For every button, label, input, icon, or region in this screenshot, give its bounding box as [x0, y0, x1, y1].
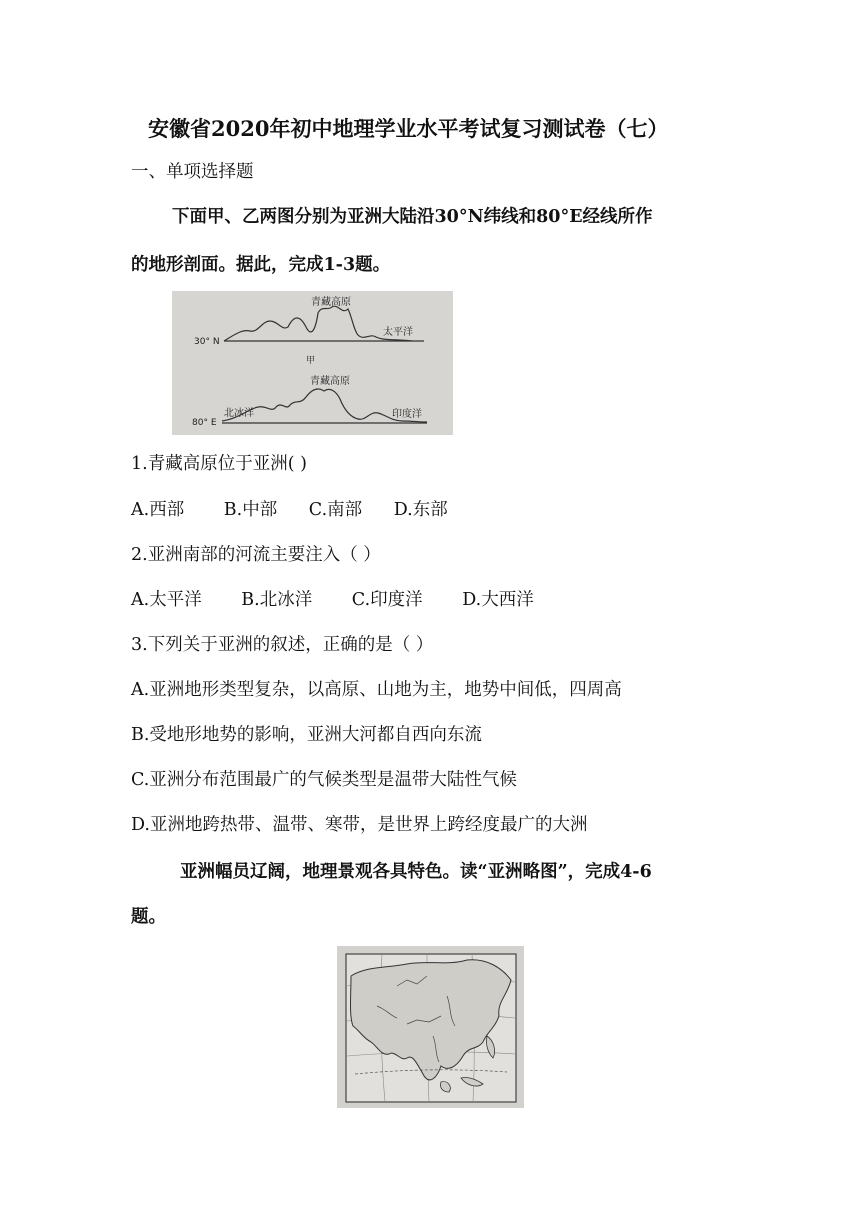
question-3-option-a: A.亚洲地形类型复杂，以高原、山地为主，地势中间低，四周高	[131, 680, 622, 700]
intro2-line-2: 题。	[131, 907, 166, 927]
question-1-options	[131, 498, 448, 522]
option-d: D.大西洋	[462, 590, 534, 610]
profile-bottom-label: 青藏高原	[310, 376, 350, 387]
intro-line-1: 下面甲、乙两图分别为亚洲大陆沿30°N纬线和80°E经线所作	[172, 207, 653, 227]
question-1-stem: 1.青藏高原位于亚洲( )	[131, 454, 307, 474]
asia-map-drawing	[337, 946, 524, 1108]
terrain-profile-figure	[172, 291, 453, 435]
profile-bottom-left-ocean: 北冰洋	[224, 408, 254, 419]
question-3-stem: 3.下列关于亚洲的叙述，正确的是（ ）	[131, 635, 434, 655]
terrain-profile-drawing	[172, 291, 453, 435]
option-b: B.北冰洋	[241, 590, 313, 610]
option-a: A.太平洋	[131, 590, 202, 610]
asia-map-figure	[337, 946, 524, 1108]
option-b: B.中部	[223, 500, 278, 520]
option-c: C.印度洋	[351, 590, 423, 610]
option-c: C.南部	[308, 500, 363, 520]
question-2-stem: 2.亚洲南部的河流主要注入（ ）	[131, 545, 381, 565]
option-d: D.东部	[393, 500, 448, 520]
question-3-option-c: C.亚洲分布范围最广的气候类型是温带大陆性气候	[131, 770, 517, 790]
profile-top-ocean: 太平洋	[383, 327, 413, 338]
section-heading: 一、单项选择题	[131, 162, 254, 182]
question-3-option-d: D.亚洲地跨热带、温带、寒带，是世界上跨经度最广的大洲	[131, 815, 588, 835]
intro-line-2: 的地形剖面。据此，完成1-3题。	[131, 255, 391, 275]
page-title: 安徽省2020年初中地理学业水平考试复习测试卷（七）	[148, 116, 669, 141]
profile-middle-label: 甲	[306, 356, 316, 366]
profile-bottom-right-ocean: 印度洋	[392, 409, 422, 420]
profile-bottom-lon: 80° E	[192, 418, 217, 428]
question-3-option-b: B.受地形地势的影响，亚洲大河都自西向东流	[131, 725, 482, 745]
question-2-options	[131, 588, 534, 612]
profile-top-lat: 30° N	[194, 337, 220, 347]
intro2-line-1: 亚洲幅员辽阔，地理景观各具特色。读“亚洲略图”，完成4-6	[180, 862, 652, 882]
option-a: A.西部	[131, 500, 185, 520]
profile-top-label: 青藏高原	[311, 297, 351, 308]
